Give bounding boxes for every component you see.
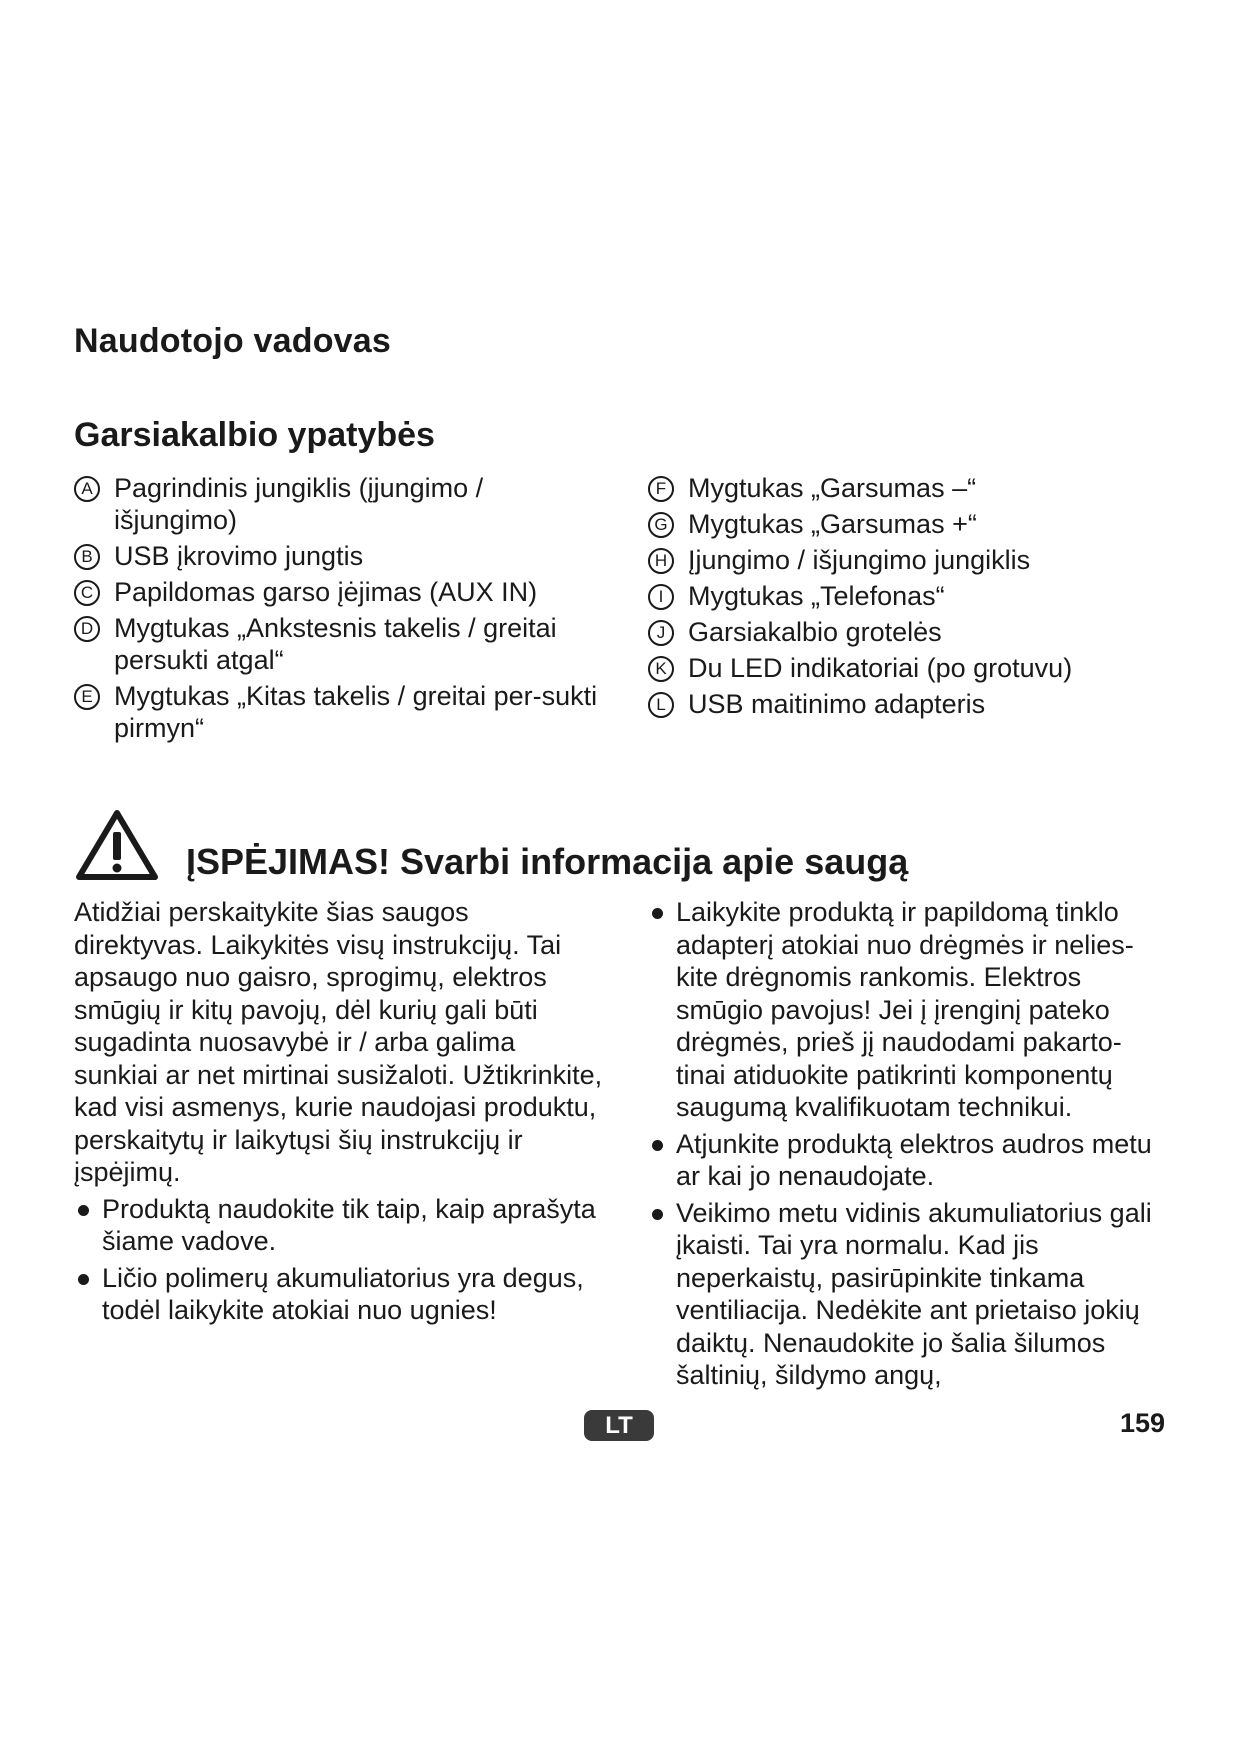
bullet-dot-icon	[652, 1209, 663, 1220]
letter-b-badge: B	[74, 544, 100, 570]
feature-text: USB maitinimo adapteris	[688, 689, 986, 719]
feature-item-j	[648, 616, 1208, 648]
features-title: Garsiakalbio ypatybės	[74, 416, 435, 454]
bullet-item	[74, 1193, 604, 1258]
letter-e-badge: E	[74, 684, 100, 710]
feature-text: Garsiakalbio grotelės	[688, 617, 942, 647]
bullet-text: Ličio polimerų akumuliatorius yra degus, todėl laikykite atokiai nuo ugnies!	[102, 1262, 584, 1325]
bullet-item	[648, 1197, 1168, 1392]
warning-left-bullets	[74, 1193, 604, 1327]
letter-f-badge: F	[648, 476, 674, 502]
feature-text: Papildomas garso įėjimas (AUX IN)	[114, 577, 538, 607]
letter-a-badge: A	[74, 476, 100, 502]
feature-text: Įjungimo / išjungimo jungiklis	[688, 545, 1031, 575]
bullet-dot-icon	[78, 1205, 89, 1216]
feature-list-left	[74, 472, 604, 748]
feature-text: Mygtukas „Telefonas“	[688, 581, 945, 611]
letter-i-badge: I	[648, 584, 674, 610]
feature-list-right	[648, 472, 1208, 724]
feature-item-d	[74, 612, 604, 676]
bullet-item	[648, 1128, 1168, 1193]
letter-g-badge: G	[648, 512, 674, 538]
feature-item-e	[74, 680, 604, 744]
bullet-text: Atjunkite produktą elektros audros metu ar kai jo nenaudojate.	[676, 1128, 1152, 1191]
feature-text: USB įkrovimo jungtis	[114, 541, 364, 571]
language-badge: LT	[584, 1410, 654, 1441]
letter-h-badge: H	[648, 548, 674, 574]
feature-item-i	[648, 580, 1208, 612]
bullet-item	[74, 1262, 604, 1327]
bullet-text: Veikimo metu vidinis akumuliatorius gali įkaisti. Tai yra normalu. Kad jis neperkaistų, pasirūpinkite tinkama ventiliacija. Nedėkite ant prietaiso jokių daiktų. Nenaudokite jo šalia šilumos šaltinių, šildymo angų,	[676, 1197, 1152, 1390]
warning-right-bullets	[648, 896, 1168, 1392]
feature-text: Mygtukas „Garsumas +“	[688, 509, 977, 539]
bullet-dot-icon	[652, 1140, 663, 1151]
page-title: Naudotojo vadovas	[74, 322, 392, 360]
warning-header	[74, 808, 908, 882]
feature-item-f	[648, 472, 1208, 504]
letter-c-badge: C	[74, 580, 100, 606]
feature-item-h	[648, 544, 1208, 576]
feature-text: Du LED indikatoriai (po grotuvu)	[688, 653, 1073, 683]
feature-text: Mygtukas „Garsumas –“	[688, 473, 977, 503]
feature-item-k	[648, 652, 1208, 684]
warning-left-column	[74, 896, 604, 1331]
feature-item-g	[648, 508, 1208, 540]
letter-j-badge: J	[648, 620, 674, 646]
warning-right-column	[648, 896, 1168, 1396]
bullet-item	[648, 896, 1168, 1124]
bullet-text: Laikykite produktą ir papildomą tinklo adapterį atokiai nuo drėgmės ir nelies-kite drėgnomis rankomis. Elektros smūgio pavojus! Jei į įrenginį pateko drėgmės, prieš jį naudodami pakarto-tinai atiduokite patikrinti komponentų saugumą kvalifikuotam technikui.	[676, 897, 1134, 1122]
bullet-dot-icon	[652, 908, 663, 919]
letter-l-badge: L	[648, 692, 674, 718]
warning-title: ĮSPĖJIMAS! Svarbi informacija apie saugą	[186, 841, 909, 882]
letter-k-badge: K	[648, 656, 674, 682]
warning-intro: Atidžiai perskaitykite šias saugos direktyvas. Laikykitės visų instrukcijų. Tai apsaugo nuo gaisro, sprogimų, elektros smūgių ir kitų pavojų, dėl kurių gali būti sugadinta nuosavybė ir / arba galima sunkiai ar net mirtinai susižaloti. Užtikrinkite, kad visi asmenys, kurie naudojasi produktu, perskaitytų ir laikytųsi šių instrukcijų ir įspėjimų.	[74, 897, 603, 1187]
feature-item-c	[74, 576, 604, 608]
warning-triangle-icon	[74, 808, 160, 882]
feature-item-l	[648, 688, 1208, 720]
bullet-text: Produktą naudokite tik taip, kaip aprašyta šiame vadove.	[102, 1193, 596, 1256]
feature-text: Pagrindinis jungiklis (įjungimo / išjungimo)	[114, 473, 484, 535]
feature-text: Mygtukas „Ankstesnis takelis / greitai persukti atgal“	[114, 613, 557, 675]
page-number: 159	[1120, 1408, 1166, 1438]
feature-item-a	[74, 472, 604, 536]
feature-text: Mygtukas „Kitas takelis / greitai per-sukti pirmyn“	[114, 681, 598, 743]
letter-d-badge: D	[74, 616, 100, 642]
bullet-dot-icon	[78, 1274, 89, 1285]
feature-item-b	[74, 540, 604, 572]
